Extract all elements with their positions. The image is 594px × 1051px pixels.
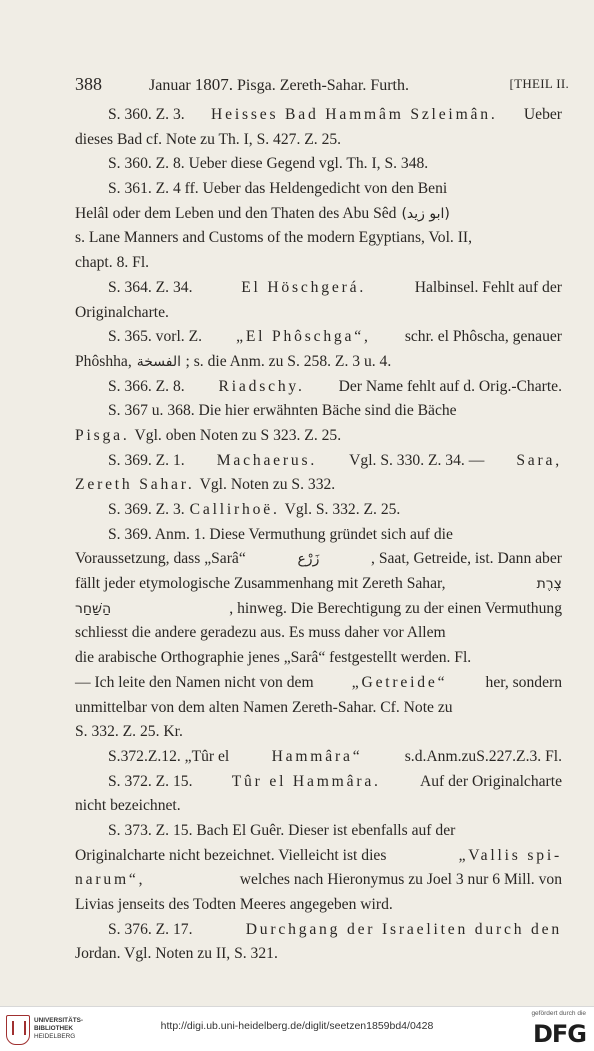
text-line xyxy=(75,547,562,572)
text-segment: her, sondern xyxy=(485,673,562,691)
text-line xyxy=(75,918,562,943)
text-segment: Vgl. S. 330. Z. 34. — xyxy=(349,451,485,469)
text-segment: S. 369. Z. 3. xyxy=(108,501,185,518)
spaced-text: Durchgang der Israeliten durch den xyxy=(245,920,562,938)
spaced-text: Hammâra“ xyxy=(271,747,363,765)
text-segment: S. 373. Z. 15. Bach El Guêr. Dieser ist ebenfalls auf der xyxy=(108,821,456,839)
text-segment: s. Lane Manners and Customs of the modern Egyptians, Vol. II, xyxy=(75,229,473,247)
header-month: Januar xyxy=(149,77,191,94)
text-line xyxy=(75,473,562,498)
text-line xyxy=(75,399,562,424)
text-segment: S. 361. Z. 4 ff. Ueber das Heldengedicht von den Beni xyxy=(108,180,448,198)
text-line xyxy=(75,868,562,893)
dfg-logo[interactable] xyxy=(516,1010,586,1050)
text-segment: ; s. die Anm. zu S. 258. Z. 3 u. 4. xyxy=(185,352,392,370)
spaced-text: Riadschy. xyxy=(218,377,305,395)
text-segment: Jordan. Vgl. Noten zu II, S. 321. xyxy=(75,945,278,963)
text-segment: welches nach Hieronymus zu Joel 3 nur 6 Mill. von xyxy=(239,871,562,889)
text-line xyxy=(75,671,562,696)
text-segment: Voraussetzung, dass „Sarâ“ xyxy=(75,550,246,568)
text-line xyxy=(75,202,562,227)
dfg-wordmark: DFG xyxy=(532,1020,586,1048)
text-line xyxy=(75,177,562,202)
text-line xyxy=(75,375,562,400)
text-line xyxy=(75,621,562,646)
text-segment: Ueber xyxy=(523,106,562,123)
text-line xyxy=(75,745,562,770)
header-part: [THEIL II. xyxy=(509,76,569,91)
text-line xyxy=(75,449,562,474)
text-segment: s.d.Anm.zuS.227.Z.3. Fl. xyxy=(404,747,562,765)
text-line xyxy=(75,523,562,548)
foreign-script-text: زَرْع xyxy=(297,551,320,568)
spaced-text: Zereth Sahar. xyxy=(75,476,195,494)
text-segment: schr. el Phôscha, genauer xyxy=(404,328,562,346)
text-segment: chapt. 8. Fl. xyxy=(75,254,150,272)
text-line xyxy=(75,893,562,918)
text-line xyxy=(75,572,562,597)
text-segment: — Ich leite den Namen nicht von dem xyxy=(75,673,314,691)
header-title xyxy=(149,75,409,95)
header-year: 1807. xyxy=(194,75,234,94)
text-segment: S. 369. Z. 1. xyxy=(108,451,185,469)
spaced-text: Heisses Bad Hammâm Szleimân. xyxy=(211,106,498,123)
text-segment: Livias jenseits des Todten Meeres angegeben wird. xyxy=(75,896,393,913)
text-segment: S. 360. Z. 8. Ueber diese Gegend vgl. Th. I, S. 348. xyxy=(108,155,429,173)
text-line xyxy=(75,128,562,153)
viewer-footer xyxy=(0,1006,594,1051)
text-line xyxy=(75,276,562,301)
spaced-text: Sara, xyxy=(516,451,562,469)
text-line xyxy=(75,819,562,844)
foreign-script-text: צֶרֶת xyxy=(536,576,562,593)
text-segment: S.372.Z.12. „Tûr el xyxy=(108,747,230,765)
text-line xyxy=(75,103,562,128)
text-line xyxy=(75,770,562,795)
text-line xyxy=(75,498,562,523)
text-line xyxy=(75,597,562,622)
body-text xyxy=(75,103,562,967)
spaced-text: Tûr el Hammâra. xyxy=(231,772,381,790)
text-segment: Vgl. Noten zu S. 332. xyxy=(199,476,336,494)
text-segment: S. 360. Z. 3. xyxy=(108,106,185,123)
text-line xyxy=(75,646,562,671)
funded-by-label: gefördert durch die xyxy=(531,1010,586,1017)
text-line xyxy=(75,794,562,819)
text-line xyxy=(75,424,562,449)
text-segment: S. 369. Anm. 1. Diese Vermuthung gründet sich auf die xyxy=(108,525,453,543)
text-segment: Originalcharte nicht bezeichnet. Vielleicht ist dies xyxy=(75,846,387,864)
text-segment: Phôshha, xyxy=(75,352,132,370)
text-line xyxy=(75,251,562,276)
spaced-text: Pisga. xyxy=(75,426,130,444)
text-segment: Auf der Originalcharte xyxy=(419,772,562,790)
header-places: Pisga. Zereth-Sahar. Furth. xyxy=(237,77,409,94)
text-line xyxy=(75,350,562,375)
spaced-text: „Vallis spi- xyxy=(458,846,562,864)
spaced-text: narum“, xyxy=(75,871,146,889)
text-segment: Helâl oder dem Leben und den Thaten des Abu Sêd xyxy=(75,204,397,222)
spaced-text: Callirhoë. xyxy=(189,501,280,518)
text-line xyxy=(75,942,562,967)
library-name: UNIVERSITÄTS- BIBLIOTHEK HEIDELBERG xyxy=(34,1017,83,1040)
foreign-script-text: (ابو زيد) xyxy=(401,205,450,222)
text-segment: Der Name fehlt auf d. Orig.-Charte. xyxy=(338,377,562,395)
text-segment: , hinweg. Die Berechtigung zu der einen Vermuthung xyxy=(229,599,562,617)
text-segment: S. 372. Z. 15. xyxy=(108,772,193,790)
text-line xyxy=(75,325,562,350)
running-header xyxy=(75,74,575,96)
text-line xyxy=(75,720,562,745)
text-line xyxy=(75,152,562,177)
text-segment: , Saat, Getreide, ist. Dann aber xyxy=(371,550,562,568)
spaced-text: „El Phôschga“, xyxy=(236,328,371,346)
spaced-text: Machaerus. xyxy=(216,451,318,469)
text-segment: Originalcharte. xyxy=(75,303,169,321)
text-segment: S. 365. vorl. Z. xyxy=(108,328,202,346)
text-segment: Vgl. oben Noten zu S 323. Z. 25. xyxy=(134,426,342,444)
text-segment: fällt jeder etymologische Zusammenhang mit Zereth Sahar, xyxy=(75,575,446,593)
text-segment: unmittelbar von dem alten Namen Zereth-Sahar. Cf. Note zu xyxy=(75,698,453,716)
text-segment: nicht bezeichnet. xyxy=(75,797,181,815)
text-line xyxy=(75,226,562,251)
page-number: 388 xyxy=(75,74,102,94)
text-segment: S. 367 u. 368. Die hier erwähnten Bäche sind die Bäche xyxy=(108,402,457,420)
text-line xyxy=(75,696,562,721)
text-segment: S. 332. Z. 25. Kr. xyxy=(75,723,183,741)
text-segment: Vgl. S. 332. Z. 25. xyxy=(284,501,401,518)
text-segment: schliesst die andere geradezu aus. Es muss daher vor Allem xyxy=(75,624,446,642)
text-line xyxy=(75,844,562,869)
permalink-url[interactable]: http://digi.ub.uni-heidelberg.de/diglit/seetzen1859bd4/0428 xyxy=(160,1020,434,1032)
text-segment: dieses Bad cf. Note zu Th. I, S. 427. Z. 25. xyxy=(75,130,342,148)
spaced-text: „Getreide“ xyxy=(351,673,448,691)
foreign-script-text: הַשַּׁחַר xyxy=(75,600,112,617)
foreign-script-text: الفسخة xyxy=(136,353,182,370)
text-segment: S. 366. Z. 8. xyxy=(108,377,185,395)
text-segment: S. 376. Z. 17. xyxy=(108,920,193,938)
text-segment: die arabische Orthographie jenes „Sarâ“ festgestellt werden. Fl. xyxy=(75,649,472,667)
text-segment: S. 364. Z. 34. xyxy=(108,278,193,296)
spaced-text: El Höschgerá. xyxy=(241,278,367,296)
text-line xyxy=(75,301,562,326)
text-segment: Halbinsel. Fehlt auf der xyxy=(414,278,562,296)
